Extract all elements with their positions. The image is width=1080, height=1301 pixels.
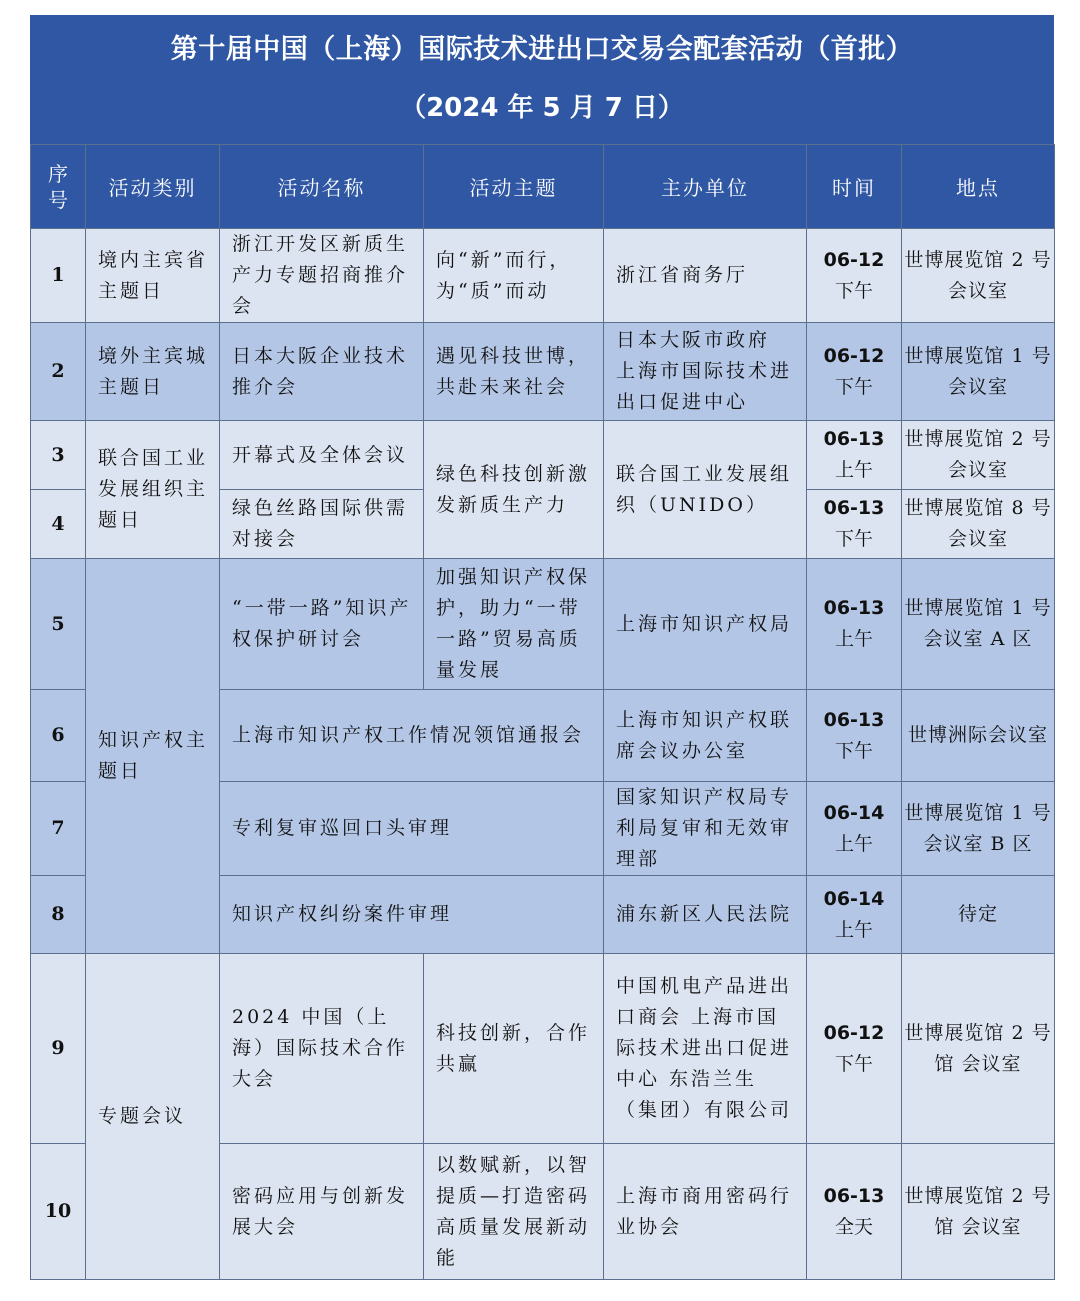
row-theme: 绿色科技创新激发新质生产力 (424, 421, 604, 559)
header-row (31, 145, 1055, 229)
row-time (807, 490, 902, 559)
row-host: 日本大阪市政府 上海市国际技术进出口促进中心 (604, 323, 807, 421)
row-theme: 遇见科技世博，共赴未来社会 (424, 323, 604, 421)
row-period: 上午 (834, 628, 873, 650)
row-name: 开幕式及全体会议 (220, 421, 424, 490)
row-date: 06-13 (823, 597, 885, 619)
row-seq: 6 (31, 690, 86, 782)
header-location: 地点 (902, 145, 1055, 229)
row-period: 全天 (834, 1215, 873, 1238)
row-time (807, 229, 902, 323)
row-time (807, 690, 902, 782)
header-name: 活动名称 (220, 145, 424, 229)
header-time: 时间 (807, 145, 902, 229)
row-period: 下午 (834, 1052, 873, 1075)
document (30, 15, 1054, 1280)
row-time (807, 323, 902, 421)
row-time (807, 954, 902, 1144)
row-period: 上午 (834, 832, 873, 855)
table-row (31, 421, 1055, 490)
row-date: 06-12 (823, 1021, 885, 1044)
row-date: 06-14 (823, 887, 885, 910)
row-host: 国家知识产权局专利局复审和无效审理部 (604, 782, 807, 876)
row-host: 上海市知识产权联席会议办公室 (604, 690, 807, 782)
row-time (807, 782, 902, 876)
row-category: 境外主宾城主题日 (86, 323, 220, 421)
row-time (807, 1144, 902, 1280)
row-seq: 7 (31, 782, 86, 876)
row-location: 世博展览馆 2 号馆 会议室 (902, 954, 1055, 1144)
row-location: 世博展览馆 1 号会议室 A 区 (902, 559, 1055, 690)
row-time (807, 559, 902, 690)
row-date: 06-13 (823, 1184, 885, 1207)
row-period: 上午 (834, 918, 873, 941)
row-location: 世博展览馆 2 号会议室 (902, 421, 1055, 490)
row-time (807, 876, 902, 954)
row-period: 上午 (834, 459, 873, 481)
row-host: 上海市知识产权局 (604, 559, 807, 690)
row-name: 知识产权纠纷案件审理 (220, 876, 604, 954)
row-date: 06-12 (823, 248, 885, 271)
row-seq: 9 (31, 954, 86, 1144)
table-row (31, 323, 1055, 421)
row-seq: 10 (31, 1144, 86, 1280)
row-theme: 加强知识产权保护，助力“一带一路”贸易高质量发展 (424, 559, 604, 690)
row-theme: 向“新”而行，为“质”而动 (424, 229, 604, 323)
row-location: 世博展览馆 1 号会议室 B 区 (902, 782, 1055, 876)
row-location: 世博洲际会议室 (902, 690, 1055, 782)
row-host: 浙江省商务厅 (604, 229, 807, 323)
row-date: 06-13 (823, 428, 885, 450)
title-banner (30, 15, 1054, 144)
row-name: 上海市知识产权工作情况领馆通报会 (220, 690, 604, 782)
row-date: 06-13 (823, 708, 885, 731)
table-row (31, 954, 1055, 1144)
row-name: 日本大阪企业技术推介会 (220, 323, 424, 421)
row-seq: 8 (31, 876, 86, 954)
row-theme: 科技创新，合作共赢 (424, 954, 604, 1144)
row-date: 06-14 (823, 801, 885, 824)
row-category: 联合国工业发展组织主题日 (86, 421, 220, 559)
row-seq: 5 (31, 559, 86, 690)
table-row (31, 559, 1055, 690)
row-location: 待定 (902, 876, 1055, 954)
header-theme: 活动主题 (424, 145, 604, 229)
row-category: 专题会议 (86, 954, 220, 1280)
header-category: 活动类别 (86, 145, 220, 229)
row-location: 世博展览馆 1 号会议室 (902, 323, 1055, 421)
row-location: 世博展览馆 8 号会议室 (902, 490, 1055, 559)
row-period: 下午 (834, 739, 873, 762)
row-period: 下午 (834, 528, 873, 550)
row-name: 2024 中国（上海）国际技术合作大会 (220, 954, 424, 1144)
row-period: 下午 (834, 279, 873, 302)
row-host: 浦东新区人民法院 (604, 876, 807, 954)
row-host: 上海市商用密码行业协会 (604, 1144, 807, 1280)
row-name: “一带一路”知识产权保护研讨会 (220, 559, 424, 690)
page-title: 第十届中国（上海）国际技术进出口交易会配套活动（首批） (170, 34, 914, 65)
row-seq: 1 (31, 229, 86, 323)
header-seq: 序号 (31, 145, 86, 229)
row-time (807, 421, 902, 490)
header-host: 主办单位 (604, 145, 807, 229)
table-row (31, 229, 1055, 323)
row-name: 专利复审巡回口头审理 (220, 782, 604, 876)
page-date: （2024 年 5 月 7 日） (400, 93, 684, 123)
row-date: 06-12 (823, 344, 885, 367)
row-seq: 2 (31, 323, 86, 421)
row-name: 绿色丝路国际供需对接会 (220, 490, 424, 559)
row-location: 世博展览馆 2 号馆 会议室 (902, 1144, 1055, 1280)
row-host: 中国机电产品进出口商会 上海市国际技术进出口促进中心 东浩兰生（集团）有限公司 (604, 954, 807, 1144)
row-seq: 3 (31, 421, 86, 490)
row-host: 联合国工业发展组织（UNIDO） (604, 421, 807, 559)
row-name: 浙江开发区新质生产力专题招商推介会 (220, 229, 424, 323)
activity-table (30, 144, 1055, 1280)
row-date: 06-13 (823, 497, 885, 519)
row-seq: 4 (31, 490, 86, 559)
row-location: 世博展览馆 2 号会议室 (902, 229, 1055, 323)
row-name: 密码应用与创新发展大会 (220, 1144, 424, 1280)
row-period: 下午 (834, 375, 873, 398)
row-theme: 以数赋新，以智提质—打造密码高质量发展新动能 (424, 1144, 604, 1280)
row-category: 知识产权主题日 (86, 559, 220, 954)
row-category: 境内主宾省主题日 (86, 229, 220, 323)
